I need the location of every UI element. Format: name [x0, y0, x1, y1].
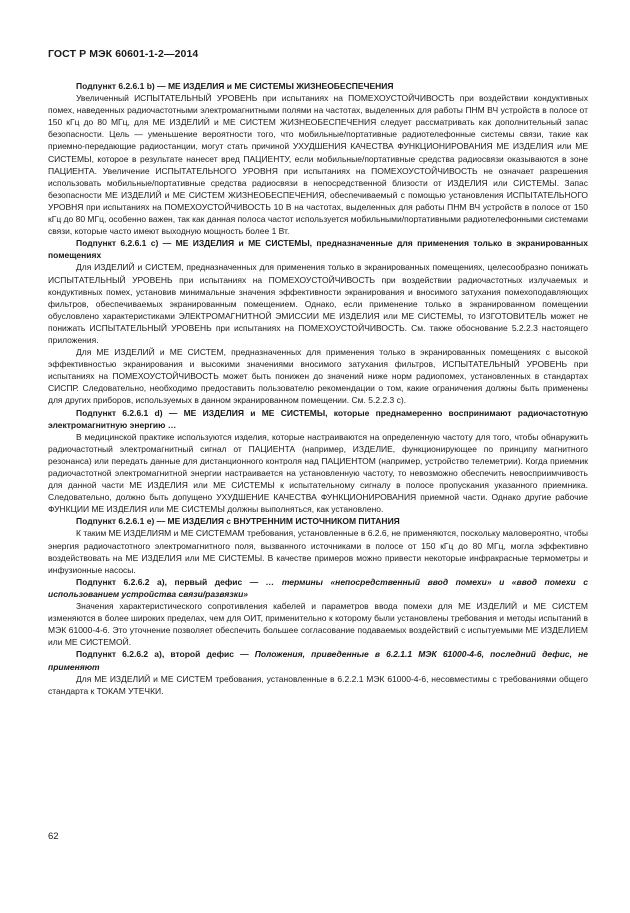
section	[48, 576, 588, 649]
paragraph: В медицинской практике используются изделия, которые настраиваются на определенную частоту для того, чтобы обнаружить радиочастотный электромагнитный сигнал от ПАЦИЕНТА (например, ИЗДЕЛИЕ, функционирующее по принципу магнитного резонанса) или передать данные для дистанционного контроля над ПАЦИЕНТОМ (например, устройство телеметрии). Когда приемник радиочастотной электромагнитной энергии настраивается на установленную частоту, то невозможно обеспечить невосприимчивость для данной части МЕ ИЗДЕЛИЯ или МЕ СИСТЕМЫ к испытательному сигналу в полосе пропускания указанного приемника. Следовательно, должно быть допущено УХУДШЕНИЕ КАЧЕСТВА ФУНКЦИОНИРОВАНИЯ приемной части. Однако другие рабочие ФУНКЦИИ МЕ ИЗДЕЛИЯ или МЕ СИСТЕМЫ должны выполняться, как установлено.	[48, 431, 588, 515]
section	[48, 237, 588, 406]
section-title: Подпункт 6.2.6.1 с) — МЕ ИЗДЕЛИЯ и МЕ СИСТЕМЫ, предназначенные для применения только в экранированных помещениях	[48, 238, 588, 261]
paragraph: Для МЕ ИЗДЕЛИЙ и МЕ СИСТЕМ, предназначенных для применения только в экранированных помещениях с высокой эффективностью экранирования и высокими значениями вносимого затухания фильтров, ИСПЫТАТЕЛЬНЫЙ УРОВЕНЬ при испытаниях на ПОМЕХОУСТОЙЧИВОСТЬ может быть понижен до значений ниже норм радиопомех, установленных в стандартах СИСПР. Следовательно, необходимо предоставить пользователю рекомендации о том, какие ограничения должны быть применены для других приборов, используемых в данном экранированном помещении. См. 5.2.2.3 с).	[48, 347, 588, 406]
paragraph: Для ИЗДЕЛИЙ и СИСТЕМ, предназначенных для применения только в экранированных помещениях, целесообразно понижать ИСПЫТАТЕЛЬНЫЙ УРОВЕНЬ при испытаниях на ПОМЕХОУСТОЙЧИВОСТЬ при воздействии радиочастотных излучаемых и кондуктивных помех, установив минимальные значения эффективности экранирования и вносимого затухания помехоподавляющих фильтров, обеспечиваемых экранированным помещением. Однако, если применение только в экранированном помещении обусловлено характеристиками ЭЛЕКТРОМАГНИТНОЙ ЭМИССИИ МЕ ИЗДЕЛИЯ или МЕ СИСТЕМЫ, то ИЗГОТОВИТЕЛЬ может не понижать ИСПЫТАТЕЛЬНЫЙ УРОВЕНЬ при испытаниях на ПОМЕХОУСТОЙЧИВОСТЬ. См. также обоснование 5.2.2.3 настоящего приложения.	[48, 262, 588, 345]
page-number: 62	[48, 831, 59, 842]
section-title: Подпункт 6.2.6.1 b) — МЕ ИЗДЕЛИЯ и МЕ СИСТЕМЫ ЖИЗНЕОБЕСПЕЧЕНИЯ	[76, 81, 394, 91]
section-title-italic: … термины «непосредственный ввод помехи» и «ввод помехи с использованием устройства связи/развязки»	[48, 576, 588, 599]
paragraph: К таким МЕ ИЗДЕЛИЯМ и МЕ СИСТЕМАМ требования, установленные в 6.2.6, не применяются, поскольку маловероятно, чтобы энергия радиочастотного электромагнитного поля, вызванного источниками в полосе от 150 кГц до 80 МГц, могла эффективно воздействовать на МЕ ИЗДЕЛИЯ или МЕ СИСТЕМЫ. В качестве примеров можно привести некоторые инфракрасные термометры и инфузионные насосы.	[48, 528, 588, 575]
document-body	[48, 80, 588, 697]
section-title-italic: Положения, приведенные в 6.2.1.1 МЭК 61000-4-6, последний дефис, не применяют	[48, 649, 588, 672]
section-title: Подпункт 6.2.6.1 d) — МЕ ИЗДЕЛИЯ и МЕ СИСТЕМЫ, которые преднамеренно воспринимают радиочастотную электромагнитную энергию …	[48, 407, 588, 430]
paragraph: Для МЕ ИЗДЕЛИЙ и МЕ СИСТЕМ требования, установленные в 6.2.2.1 МЭК 61000-4-6, несовместимы с требованиями общего стандарта к ТОКАМ УТЕЧКИ.	[48, 673, 588, 696]
section-title: Подпункт 6.2.6.2 а), первый дефис — … термины «непосредственный ввод помехи» и «ввод помехи с использованием устройства связи/развязки»	[48, 576, 588, 599]
section	[48, 648, 588, 696]
section	[48, 515, 588, 575]
standard-header: ГОСТ Р МЭК 60601-1-2—2014	[48, 48, 199, 60]
section-title: Подпункт 6.2.6.2 а), второй дефис — Положения, приведенные в 6.2.1.1 МЭК 61000-4-6, последний дефис, не применяют	[48, 649, 588, 672]
section	[48, 407, 588, 516]
paragraph: Увеличенный ИСПЫТАТЕЛЬНЫЙ УРОВЕНЬ при испытаниях на ПОМЕХОУСТОЙЧИВОСТЬ при воздействии кондуктивных помех, наведенных радиочастотными электромагнитными полями на частотах, выделенных для работы ПНМ ВЧ устройств в полосе от 150 кГц до 80 МГц, для МЕ ИЗДЕЛИЙ и МЕ СИСТЕМ ЖИЗНЕОБЕСПЕЧЕНИЯ следует рассматривать как дополнительный запас безопасности. Цель — уменьшение вероятности того, что мобильные/портативные радиотелефонные системы связи, такие как приемно-передающие радиостанции, могут стать причиной УХУДШЕНИЯ КАЧЕСТВА ФУНКЦИОНИРОВАНИЯ МЕ ИЗДЕЛИЯ или МЕ СИСТЕМЫ, которое в результате нанесет вред ПАЦИЕНТУ, если мобильные/портативные средства радиосвязи оказываются в зоне ПАЦИЕНТА. Увеличение ИСПЫТАТЕЛЬНОГО УРОВНЯ при испытаниях на ПОМЕХОУСТОЙЧИВОСТЬ не означает разрешения использовать мобильные/портативные средства радиосвязи в непосредственной близости от ИЗДЕЛИЯ или СИСТЕМЫ. Запас безопасности МЕ ИЗДЕЛИЙ и МЕ СИСТЕМ ЖИЗНЕОБЕСПЕЧЕНИЯ, обеспечиваемый с помощью установления ИСПЫТАТЕЛЬНОГО УРОВНЯ при испытаниях на ПОМЕХОУСТОЙЧИВОСТЬ 10 В на частотах, выделенных для работы ПНМ ВЧ устройств в полосе от 150 кГц до 80 МГц, особенно важен, так как данная полоса частот используется мобильными/портативными радиотелефонными системами связи, которые часто имеют выходную мощность более 1 Вт.	[48, 93, 588, 237]
paragraph: Значения характеристического сопротивления кабелей и параметров ввода помехи для МЕ ИЗДЕЛИЙ и МЕ СИСТЕМ изменяются в более широких пределах, чем для ОИТ, применительно к которому были установлены требования и методы испытаний в МЭК 61000-4-6. Это уточнение позволяет обеспечить большее согласование подаваемых воздействий с испытуемыми МЕ ИЗДЕЛИЕМ или МЕ СИСТЕМОЙ.	[48, 601, 588, 648]
section-title: Подпункт 6.2.6.1 е) — МЕ ИЗДЕЛИЯ с ВНУТРЕННИМ ИСТОЧНИКОМ ПИТАНИЯ	[76, 516, 400, 527]
section	[48, 80, 588, 237]
